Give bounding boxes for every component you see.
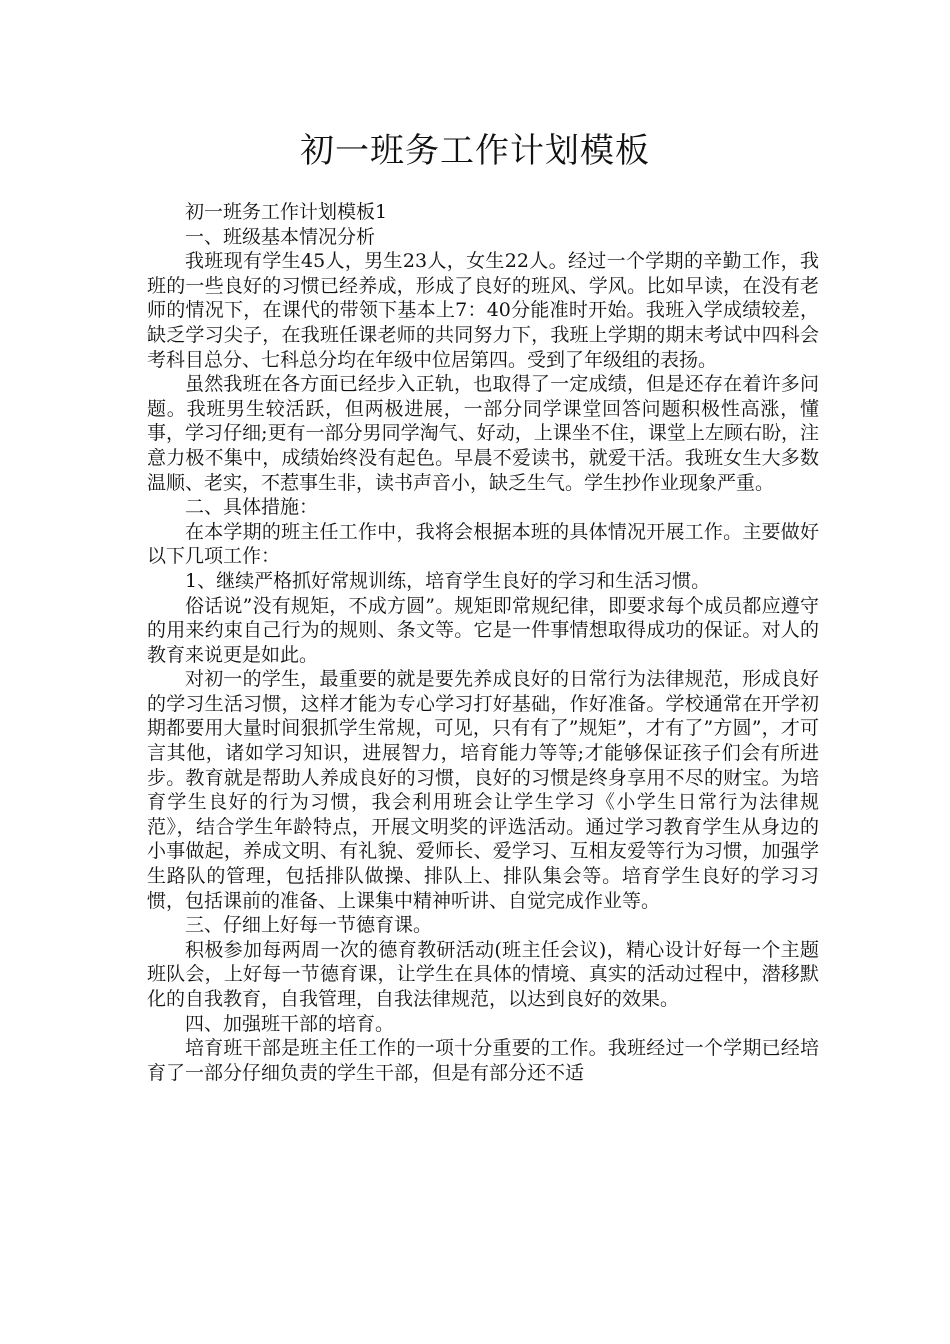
body-paragraph: 在本学期的班主任工作中，我将会根据本班的具体情况开展工作。主要做好以下几项工作： [147,520,819,568]
body-paragraph: 对初一的学生，最重要的就是要先养成良好的日常行为法律规范，形成良好的学习生活习惯，这样才能为专心学习打好基础，作好准备。学校通常在开学初期都要用大量时间狠抓学生常规，可见，只有有了”规矩”，才有了”方圆”，才可言其他，诸如学习知识，进展智力，培育能力等等;才能够保证孩子们会有所进步。教育就是帮助人养成良好的习惯，良好的习惯是终身享用不尽的财宝。为培育学生良好的行为习惯，我会利用班会让学生学习《小学生日常行为法律规范》，结合学生年龄特点，开展文明奖的评选活动。通过学习教育学生从身边的小事做起，养成文明、有礼貌、爱师长、爱学习、互相友爱等行为习惯，加强学生路队的管理，包括排队做操、排队上、排队集会等。培育学生良好的学习习惯，包括课前的准备、上课集中精神听讲、自觉完成作业等。 [147,668,819,912]
body-paragraph: 俗话说”没有规矩，不成方圆”。规矩即常规纪律，即要求每个成员都应遵守的用来约束自己行为的规则、条文等。它是一件事情想取得成功的保证。对人的教育来说更是如此。 [147,594,819,666]
document-title: 初一班务工作计划模板 [300,131,650,171]
section-heading: 一、班级基本情况分析 [185,225,376,248]
section-heading: 四、加强班干部的培育。 [185,1012,395,1035]
document-body [147,200,819,1085]
section-heading: 三、仔细上好每一节德育课。 [185,914,433,937]
body-paragraph: 积极参加每两周一次的德育教研活动(班主任会议)，精心设计好每一个主题班队会，上好每一节德育课，让学生在具体的情境、真实的活动过程中，潜移默化的自我教育，自我管理，自我法律规范，以达到良好的效果。 [147,938,819,1010]
body-paragraph: 虽然我班在各方面已经步入正轨，也取得了一定成绩，但是还存在着许多问题。我班男生较活跃，但两极进展，一部分同学课堂回答问题积极性高涨，懂事，学习仔细;更有一部分男同学淘气、好动，上课坐不住，课堂上左顾右盼，注意力极不集中，成绩始终没有起色。早晨不爱读书，就爱干活。我班女生大多数温顺、老实，不惹事生非，读书声音小，缺乏生气。学生抄作业现象严重。 [147,373,819,494]
section-heading: 二、具体措施： [185,496,319,519]
section-heading: 1、继续严格抓好常规训练，培育学生良好的学习和生活习惯。 [185,569,711,592]
body-paragraph: 我班现有学生45人，男生23人，女生22人。经过一个学期的辛勤工作，我班的一些良好的习惯已经养成，形成了良好的班风、学风。比如早读，在没有老师的情况下，在课代的带领下基本上7：40分能准时开始。我班入学成绩较差，缺乏学习尖子，在我班任课老师的共同努力下，我班上学期的期末考试中四科会考科目总分、七科总分均在年级中位居第四。受到了年级组的表扬。 [147,250,819,371]
document-subtitle: 初一班务工作计划模板1 [185,201,388,223]
body-paragraph: 培育班干部是班主任工作的一项十分重要的工作。我班经过一个学期已经培育了一部分仔细负责的学生干部，但是有部分还不适 [147,1037,819,1084]
